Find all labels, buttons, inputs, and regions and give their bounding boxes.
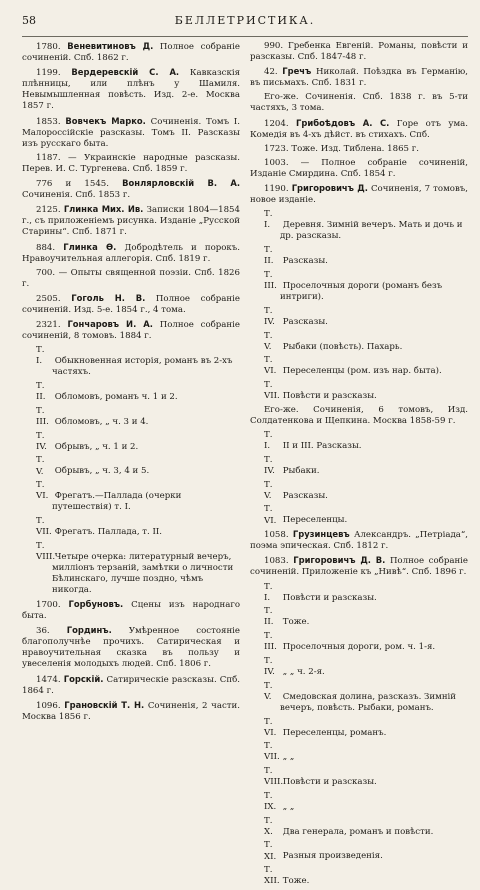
catalog-entry (22, 319, 240, 342)
volume-line (22, 406, 240, 428)
volume-text: Проселочныя дороги, ром. ч. 1-я. (282, 642, 436, 653)
volume-label: Т. I. (264, 430, 273, 452)
volume-text: Разсказы. (282, 490, 328, 501)
volume-line (250, 582, 468, 604)
volume-label: Т. VI. (36, 480, 49, 502)
volume-text: II и III. Разсказы. (282, 441, 362, 452)
entry-author: Гоголь Н. В. (71, 292, 146, 303)
entry-text: — Полное собраніе сочиненій, Изданіе Смирдина. Спб. 1854 г. (250, 157, 468, 179)
entry-author: Гординъ. (66, 625, 112, 636)
volume-label: Т. I. (264, 209, 273, 231)
catalog-entry (250, 183, 468, 206)
entry-text: Александръ. „Петріада“, поэма эпическая. Спб. 1812 г. (250, 530, 469, 552)
volume-text: Повѣсти и разсказы. (282, 592, 377, 603)
volume-text: Фрегатъ.—Паллада (очерки путешествія) т. I. (52, 491, 182, 513)
volume-line (250, 631, 468, 653)
volume-line (250, 245, 468, 267)
volume-label: Т. VII. (264, 380, 280, 402)
entry-text: Сочиненія, 2 части. Москва 1856 г. (22, 700, 240, 722)
volume-label: Т. IX. (264, 790, 277, 812)
volume-label: Т. X. (264, 815, 273, 837)
volume-label: Т. III. (264, 631, 277, 653)
volume-line (22, 381, 240, 403)
entry-author: Вердеревскій С. А. (71, 67, 180, 78)
entry-text: Полное собраніе сочиненій. Изд. 5-е. 1854 г., 4 тома. (22, 293, 240, 315)
entry-text: Записки 1804—1854 г., съ приложеніемъ рисунка. Изданіе „Русской Старины“. Спб. 1871 г. (22, 205, 240, 238)
entry-text: Сочиненія. Спб. 1853 г. (22, 190, 131, 201)
volume-label: Т. XII. (264, 865, 280, 887)
catalog-entry (22, 204, 240, 238)
entry-author: Вонлярловскій В. А. (122, 178, 240, 189)
entry-text: Сочиненія, 7 томовъ, новое изданіе. (250, 184, 468, 206)
volume-line (22, 480, 240, 513)
entry-author: Горбуновъ. (68, 598, 124, 609)
volume-label: Т. V. (36, 455, 45, 477)
entry-author: Григоровичъ Д. (291, 183, 368, 194)
volume-text: Переселенцы. (282, 515, 348, 526)
volume-label: Т. IV. (264, 454, 275, 476)
volume-text: Разсказы. (282, 256, 328, 267)
volume-label: Т. VI. (264, 716, 277, 738)
volume-label: Т. I. (264, 581, 273, 603)
catalog-entry (22, 67, 240, 112)
running-title: БЕЛЛЕТРИСТИКА. (174, 14, 316, 27)
volume-text: Обломовъ, романъ ч. 1 и 2. (54, 392, 178, 403)
volume-text: „ „ ч. 2-я. (282, 667, 325, 677)
volume-label: Т. II. (264, 245, 274, 267)
volume-label: Т. II. (36, 381, 46, 403)
volume-line (250, 270, 468, 303)
catalog-entry (22, 242, 240, 265)
volume-text: Фрегатъ. Паллада, т. II. (54, 527, 163, 538)
volume-line (250, 430, 468, 452)
volume-text: Тоже. (282, 876, 310, 887)
volume-line (250, 681, 468, 714)
volume-label: Т. III. (36, 405, 49, 427)
volume-line (22, 431, 240, 453)
volume-text: Тоже. (282, 617, 310, 628)
volume-text: Два генерала, романъ и повѣсти. (282, 826, 434, 837)
catalog-entry (250, 92, 468, 114)
entry-author: Грузинцевъ (292, 529, 350, 540)
volume-text: Переселенцы, романъ. (282, 727, 387, 738)
volume-label: Т. III. (264, 269, 277, 291)
volume-text: Обломовъ, „ ч. 3 и 4. (54, 417, 149, 427)
catalog-entry (22, 674, 240, 697)
catalog-entry (250, 66, 468, 89)
catalog-entry (250, 144, 468, 155)
entry-text: Сочиненія. Томъ I. Малороссійскіе разсказы. Томъ II. Разсказы изъ русскаго быта. (22, 116, 240, 149)
volume-line (250, 606, 468, 628)
volume-line (250, 355, 468, 377)
catalog-entry (250, 405, 468, 427)
volume-label: Т. I. (36, 345, 45, 367)
entry-number: 2505. (36, 293, 61, 304)
entry-text: Николай. Поѣздка въ Германію, въ письмахъ. Спб. 1831 г. (250, 67, 469, 89)
volume-text: Разныя произведенія. (282, 851, 383, 862)
entry-text: Гребенка Евгеній. Романы, повѣсти и разсказы. Спб. 1847-48 г. (250, 41, 468, 63)
entry-text: Горе отъ ума. Комедія въ 4-хъ дѣйст. въ стихахъ. Спб. (250, 118, 469, 140)
entry-number: 1780. (36, 42, 61, 52)
entry-author: Глинка Ѳ. (63, 241, 117, 252)
volume-line (22, 541, 240, 596)
catalog-entry (250, 158, 468, 180)
left-column (22, 41, 240, 890)
volume-label: Т. VIII. (36, 540, 56, 562)
volume-label: Т. VII. (36, 516, 52, 538)
volume-line (250, 791, 468, 813)
volume-label: Т. V. (264, 680, 273, 702)
entry-number: 884. (36, 242, 56, 253)
entry-text: Кавказскія плѣнницы, или плѣнъ у Шамиля. Невымышленная повѣсть. Изд. 2-е. Москва 1857 г. (22, 68, 241, 112)
entry-author: Григоровичъ Д. В. (293, 555, 386, 566)
volume-text: Проселочныя дороги (романъ безъ интриги). (280, 280, 443, 303)
catalog-entry (250, 529, 468, 552)
volume-text: Разсказы. (282, 316, 328, 327)
volume-text: Четыре очерка: литературный вечеръ, милліонъ терзаній, замѣтки о личности Бѣлинскаго, лучше поздно, чѣмъ никогда. (52, 552, 234, 596)
volume-line (250, 741, 468, 763)
entry-text: Его-же. Сочиненія, 6 томовъ, Изд. Солдатенкова и Щепкина. Москва 1858-59 г. (250, 404, 468, 426)
entry-number: 1474. (36, 674, 61, 685)
entry-number: 776 и 1545. (36, 179, 109, 190)
catalog-entry (22, 116, 240, 150)
volume-line (250, 717, 468, 739)
entry-text: Полное собраніе сочиненій. Приложеніе къ „Нивѣ“. Спб. 1896 г. (250, 556, 469, 578)
entry-number: 2125. (36, 205, 61, 216)
entry-author: Вовчекъ Марко. (65, 115, 146, 126)
entry-text: — Опыты священной поэзіи. Спб. 1826 г. (22, 267, 240, 289)
entry-number: 1853. (36, 116, 61, 127)
catalog-entry (22, 41, 240, 64)
volume-line (250, 480, 468, 502)
entry-author: Грановскій Т. Н. (64, 699, 145, 710)
volume-text: Обрывъ, „ ч. 3, 4 и 5. (54, 466, 150, 477)
entry-number: 1096. (36, 700, 61, 711)
catalog-entry (22, 268, 240, 290)
catalog-entry (250, 41, 468, 63)
entry-text: Его-же. Сочиненія. Спб. 1838 г. въ 5-ти частяхъ, 3 тома. (250, 92, 468, 114)
entry-author: Горскій. (63, 673, 104, 684)
entry-text: Умѣренное состояніе благополучнѣе прочихъ. Сатирическая и нравоучительная сказка въ пользу и увеселенія молодыхъ людей. Спб. 1806 г. (22, 626, 241, 670)
entry-number: 990. (264, 41, 284, 51)
catalog-entry (250, 118, 468, 141)
volume-label: Т. VII. (264, 741, 280, 763)
volume-line (250, 766, 468, 788)
entry-text: Тоже. Изд. Тиблена. 1865 г. (288, 143, 419, 154)
volume-text: Рыбаки. (282, 465, 320, 476)
entry-number: 1204. (264, 118, 289, 129)
volume-text: Повѣсти и разсказы. (282, 391, 377, 402)
entry-number: 1003. (264, 157, 289, 168)
volume-text: Обыкновенная исторія, романъ въ 2-хъ частяхъ. (52, 356, 233, 378)
page-header (22, 14, 468, 37)
entry-author: Глинка Мих. Ив. (63, 204, 144, 215)
volume-line (250, 455, 468, 477)
entry-text: — Украинскіе народные разсказы. Перев. И. С. Тургенева. Спб. 1859 г. (22, 152, 240, 174)
catalog-entry (22, 625, 240, 670)
page-number: 58 (22, 14, 36, 27)
volume-text: Деревня. Зимній вечеръ. Мать и дочь и др. разсказы. (280, 220, 463, 242)
volume-label: Т. V. (264, 479, 273, 501)
catalog-entry (22, 700, 240, 723)
volume-text: „ „ (282, 802, 295, 812)
entry-text: Сатирическіе разсказы. Спб. 1864 г. (22, 674, 241, 696)
entry-text: Полное собраніе сочиненій. Спб. 1862 г. (22, 42, 240, 64)
volume-label: Т. VI. (264, 355, 277, 377)
volume-line (250, 656, 468, 678)
entry-author: Веневитиновъ Д. (67, 41, 154, 51)
volume-line (250, 504, 468, 526)
entry-number: 1187. (36, 152, 61, 163)
catalog-entry (22, 153, 240, 175)
volume-line (250, 331, 468, 353)
volume-label: Т. VIII. (264, 766, 284, 788)
catalog-entry (22, 178, 240, 201)
entry-number: 2321. (36, 320, 61, 331)
entry-author: Гречъ (282, 66, 312, 77)
right-column (250, 41, 468, 890)
entry-number: 1190. (264, 184, 289, 195)
catalog-entry (22, 599, 240, 622)
entry-number: 36. (36, 626, 50, 637)
volume-line (22, 345, 240, 378)
entry-text: Полное собраніе сочиненій, 8 томовъ. 1884 г. (22, 320, 240, 342)
entry-number: 42. (264, 67, 278, 78)
volume-line (22, 516, 240, 538)
catalog-entry (22, 293, 240, 316)
entry-number: 1700. (36, 599, 61, 610)
volume-line (250, 865, 468, 887)
entry-author: Грибоѣдовъ А. С. (296, 117, 390, 128)
volume-text: Повѣсти и разсказы. (282, 777, 377, 788)
entry-text: Добродѣтель и порокъ. Нравоучительная аллегорія. Спб. 1819 г. (22, 242, 241, 264)
volume-label: Т. IV. (36, 430, 47, 452)
entry-number: 1723. (264, 143, 289, 154)
volume-text: „ „ (282, 752, 295, 763)
volume-text: Обрывъ, „ ч. 1 и 2. (54, 441, 139, 452)
volume-label: Т. II. (264, 606, 274, 628)
volume-text: Рыбаки (повѣсть). Пахарь. (282, 341, 403, 352)
volume-line (250, 816, 468, 838)
entry-author: Гончаровъ И. А. (67, 319, 153, 330)
volume-text: Смедовская долина, разсказъ. Зимній вечеръ, повѣсть. Рыбаки, романъ. (280, 691, 457, 713)
catalog-entry (250, 555, 468, 578)
entry-number: 1199. (36, 68, 61, 79)
entry-number: 1083. (264, 556, 289, 567)
volume-label: Т. VI. (264, 504, 277, 526)
volume-line (250, 209, 468, 242)
volume-line (22, 455, 240, 477)
columns (22, 41, 468, 890)
volume-label: Т. IV. (264, 655, 275, 677)
entry-text: Сцены изъ народнаго быта. (22, 599, 240, 622)
volume-line (250, 380, 468, 402)
entry-number: 700. (36, 267, 56, 278)
volume-text: Переселенцы (ром. изъ нар. быта). (282, 366, 442, 377)
volume-label: Т. XI. (264, 840, 277, 862)
entry-number: 1058. (264, 530, 289, 541)
volume-label: Т. IV. (264, 305, 275, 327)
volume-line (250, 306, 468, 328)
volume-line (250, 840, 468, 862)
volume-label: Т. V. (264, 330, 273, 352)
